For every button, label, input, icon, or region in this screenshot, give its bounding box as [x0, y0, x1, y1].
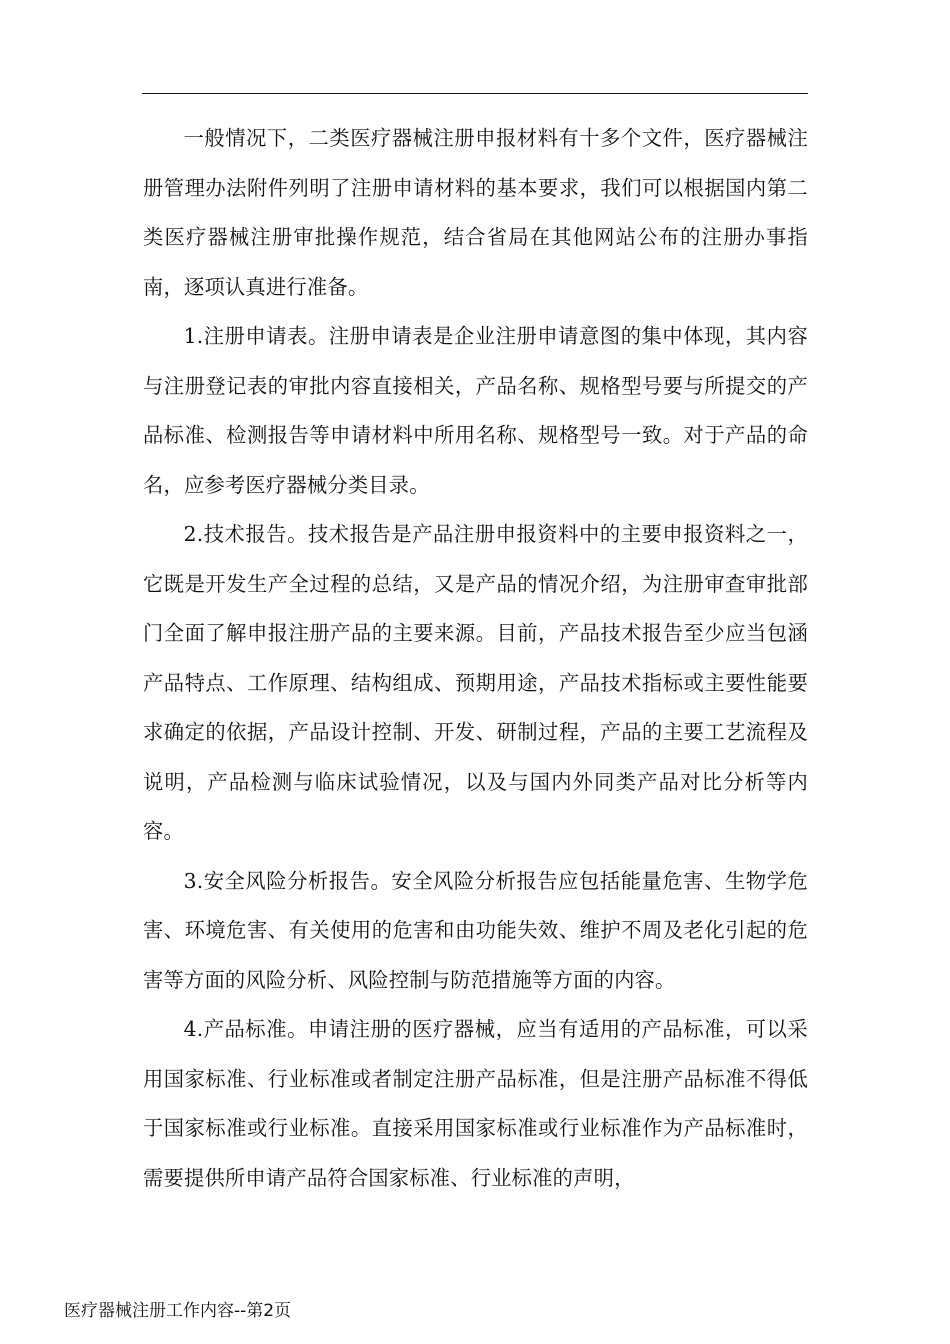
- page-footer: 医疗器械注册工作内容--第2页: [64, 1301, 292, 1321]
- document-body: [143, 114, 808, 1203]
- paragraph-registration-form: 1.注册申请表。注册申请表是企业注册申请意图的集中体现，其内容与注册登记表的审批内容直接相关，产品名称、规格型号要与所提交的产品标准、检测报告等申请材料中所用名称、规格型号一致。对于产品的命名，应参考医疗器械分类目录。: [143, 324, 808, 497]
- paragraph-intro: 一般情况下，二类医疗器械注册申报材料有十多个文件，医疗器械注册管理办法附件列明了注册申请材料的基本要求，我们可以根据国内第二类医疗器械注册审批操作规范，结合省局在其他网站公布的注册办事指南，逐项认真进行准备。: [143, 126, 808, 299]
- header-rule: [142, 93, 808, 94]
- paragraph-risk-analysis: 3.安全风险分析报告。安全风险分析报告应包括能量危害、生物学危害、环境危害、有关使用的危害和由功能失效、维护不周及老化引起的危害等方面的风险分析、风险控制与防范措施等方面的内容。: [143, 868, 808, 992]
- paragraph-product-standard: 4.产品标准。申请注册的医疗器械，应当有适用的产品标准，可以采用国家标准、行业标准或者制定注册产品标准，但是注册产品标准不得低于国家标准或行业标准。直接采用国家标准或行业标准作为产品标准时，需要提供所申请产品符合国家标准、行业标准的声明，: [143, 1017, 808, 1190]
- paragraph-technical-report: 2.技术报告。技术报告是产品注册申报资料中的主要申报资料之一，它既是开发生产全过程的总结，又是产品的情况介绍，为注册审查审批部门全面了解申报注册产品的主要来源。目前，产品技术报告至少应当包涵产品特点、工作原理、结构组成、预期用途，产品技术指标或主要性能要求确定的依据，产品设计控制、开发、研制过程，产品的主要工艺流程及说明，产品检测与临床试验情况，以及与国内外同类产品对比分析等内容。: [143, 522, 808, 843]
